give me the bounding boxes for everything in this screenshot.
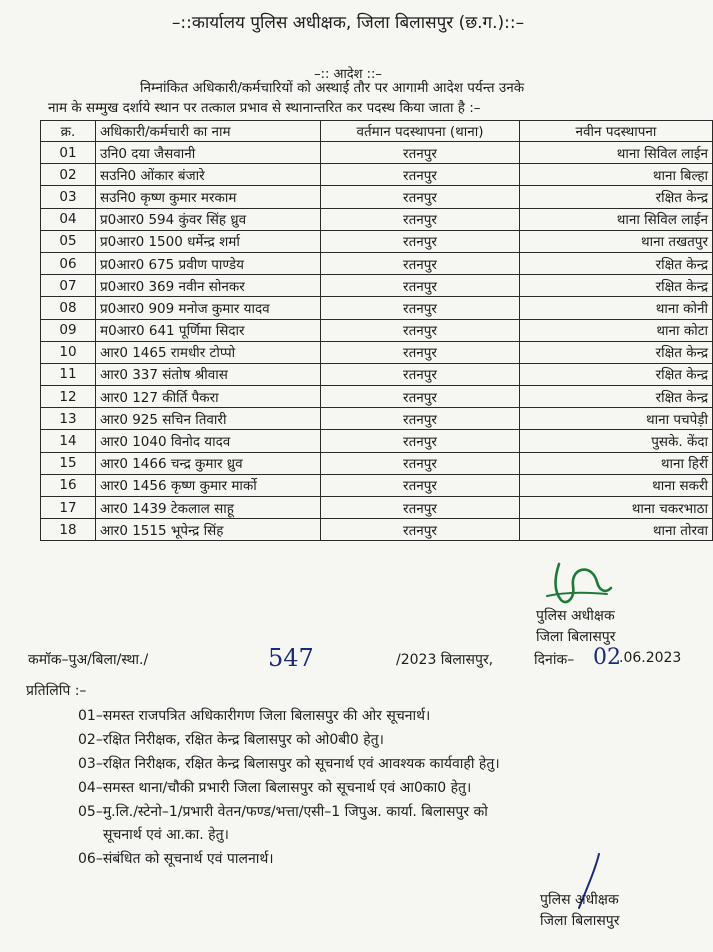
intro-line-1: निम्नांकित अधिकारी/कर्मचारियों को अस्थाई तौर पर आगामी आदेश पर्यन्त उनके: [140, 80, 525, 96]
cell-current-posting: रतनपुर: [321, 164, 520, 186]
signature-designation: पुलिस अधीक्षक: [540, 892, 619, 908]
cell-current-posting: रतनपुर: [321, 452, 520, 474]
cell-new-posting: पुसके. केंदा: [520, 430, 713, 452]
cell-name: आर0 1439 टेकलाल साहू: [96, 497, 321, 519]
cell-name: आर0 925 सचिन तिवारी: [96, 408, 321, 430]
cell-new-posting: रक्षित केन्द्र: [520, 252, 713, 274]
column-header-serial: क्र.: [41, 121, 96, 142]
cell-current-posting: रतनपुर: [321, 408, 520, 430]
cell-name: आर0 127 कीर्ति पैकरा: [96, 386, 321, 408]
cell-serial: 15: [41, 452, 96, 474]
list-item: [78, 753, 678, 776]
table-row: [41, 208, 713, 230]
cell-current-posting: रतनपुर: [321, 363, 520, 385]
order-number-handwritten: 547: [268, 644, 314, 672]
cell-serial: 12: [41, 386, 96, 408]
table-row: [41, 408, 713, 430]
copy-item-continuation: सूचनार्थ एवं आ.का. हेतु।: [103, 827, 229, 843]
copy-to-label: प्रतिलिपि :–: [26, 683, 87, 699]
cell-name: आर0 1515 भूपेन्द्र सिंह: [96, 519, 321, 541]
cell-name: आर0 1466 चन्द्र कुमार ध्रुव: [96, 452, 321, 474]
copy-item-text: 03–रक्षित निरीक्षक, रक्षित केन्द्र बिलासपुर को सूचनार्थ एवं आवश्यक कार्यवाही हेतु।: [78, 756, 500, 772]
cell-name: आर0 1040 विनोद यादव: [96, 430, 321, 452]
copy-item-text: 04–समस्त थाना/चौकी प्रभारी जिला बिलासपुर को सूचनार्थ एवं आ0का0 हेतु।: [78, 780, 472, 796]
cell-name: प्र0आर0 909 मनोज कुमार यादव: [96, 297, 321, 319]
date-day-handwritten: 02: [593, 645, 621, 670]
transfer-table: [40, 120, 713, 541]
cell-name: प्र0आर0 1500 धर्मेन्द्र शर्मा: [96, 230, 321, 252]
list-item: [78, 729, 678, 752]
cell-name: प्र0आर0 594 कुंवर सिंह ध्रुव: [96, 208, 321, 230]
cell-current-posting: रतनपुर: [321, 252, 520, 274]
table-row: [41, 497, 713, 519]
column-header-new-posting: नवीन पदस्थापना: [520, 121, 713, 142]
table-row: [41, 386, 713, 408]
cell-name: आर0 1465 रामधीर टोप्पो: [96, 341, 321, 363]
cell-serial: 09: [41, 319, 96, 341]
cell-name: सउनि0 कृष्ण कुमार मरकाम: [96, 186, 321, 208]
cell-serial: 02: [41, 164, 96, 186]
cell-new-posting: थाना हिर्री: [520, 452, 713, 474]
list-item: [78, 777, 678, 800]
cell-name: म0आर0 641 पूर्णिमा सिदार: [96, 319, 321, 341]
signature-mark: [545, 558, 615, 608]
cell-serial: 16: [41, 474, 96, 496]
order-year-place: /2023 बिलासपुर,: [396, 652, 494, 668]
date-month-year: .06.2023: [619, 650, 682, 666]
table-row: [41, 341, 713, 363]
cell-new-posting: थाना सिविल लाईन: [520, 208, 713, 230]
cell-current-posting: रतनपुर: [321, 142, 520, 164]
cell-current-posting: रतनपुर: [321, 319, 520, 341]
cell-name: उनि0 दया जैसवानी: [96, 142, 321, 164]
cell-new-posting: थाना कोटा: [520, 319, 713, 341]
cell-new-posting: रक्षित केन्द्र: [520, 341, 713, 363]
table-row: [41, 275, 713, 297]
copy-to-list: [78, 705, 678, 872]
cell-new-posting: रक्षित केन्द्र: [520, 186, 713, 208]
list-item: [78, 705, 678, 728]
copy-item-text: 01–समस्त राजपत्रित अधिकारीगण जिला बिलासपुर की ओर सूचनार्थ।: [78, 708, 431, 724]
copy-item-text: 05–मु.लि./स्टेनो–1/प्रभारी वेतन/फण्ड/भत्ता/एसी–1 जिपुअ. कार्या. बिलासपुर को: [78, 804, 488, 820]
date-label: दिनांक–: [534, 652, 575, 668]
cell-current-posting: रतनपुर: [321, 230, 520, 252]
cell-current-posting: रतनपुर: [321, 341, 520, 363]
table-header-row: [41, 121, 713, 142]
column-header-name: अधिकारी/कर्मचारी का नाम: [96, 121, 321, 142]
cell-current-posting: रतनपुर: [321, 275, 520, 297]
order-heading: –:: आदेश ::–: [314, 67, 382, 82]
cell-new-posting: थाना तखतपुर: [520, 230, 713, 252]
cell-new-posting: रक्षित केन्द्र: [520, 275, 713, 297]
order-reference-line: [28, 644, 688, 674]
cell-name: प्र0आर0 369 नवीन सोनकर: [96, 275, 321, 297]
table-row: [41, 297, 713, 319]
cell-current-posting: रतनपुर: [321, 386, 520, 408]
table-row: [41, 430, 713, 452]
cell-serial: 04: [41, 208, 96, 230]
cell-serial: 01: [41, 142, 96, 164]
table-row: [41, 252, 713, 274]
cell-name: सउनि0 ओंकार बंजारे: [96, 164, 321, 186]
cell-new-posting: थाना चकरभाठा: [520, 497, 713, 519]
column-header-current-posting: वर्तमान पदस्थापना (थाना): [321, 121, 520, 142]
cell-current-posting: रतनपुर: [321, 430, 520, 452]
cell-current-posting: रतनपुर: [321, 519, 520, 541]
cell-new-posting: रक्षित केन्द्र: [520, 363, 713, 385]
signature-block-2: [540, 890, 619, 932]
cell-new-posting: थाना कोनी: [520, 297, 713, 319]
copy-item-text: 06–संबंधित को सूचनार्थ एवं पालनार्थ।: [78, 851, 274, 867]
table-row: [41, 186, 713, 208]
cell-serial: 10: [41, 341, 96, 363]
cell-serial: 11: [41, 363, 96, 385]
table-row: [41, 142, 713, 164]
cell-current-posting: रतनपुर: [321, 186, 520, 208]
cell-serial: 13: [41, 408, 96, 430]
table-row: [41, 519, 713, 541]
intro-line-2: नाम के सम्मुख दर्शाये स्थान पर तत्काल प्रभाव से स्थानान्तरित कर पदस्थ किया जाता है :–: [48, 100, 481, 116]
signature-block-1: [536, 606, 615, 648]
cell-current-posting: रतनपुर: [321, 497, 520, 519]
order-intro: [48, 78, 524, 118]
cell-serial: 08: [41, 297, 96, 319]
signature-district: जिला बिलासपुर: [536, 629, 616, 645]
cell-new-posting: थाना सिविल लाईन: [520, 142, 713, 164]
table-row: [41, 164, 713, 186]
cell-name: आर0 1456 कृष्ण कुमार मार्को: [96, 474, 321, 496]
cell-new-posting: थाना बिल्हा: [520, 164, 713, 186]
cell-current-posting: रतनपुर: [321, 208, 520, 230]
office-title: –::कार्यालय पुलिस अधीक्षक, जिला बिलासपुर (छ.ग.)::–: [171, 13, 525, 33]
list-item: [78, 801, 678, 847]
signature-designation: पुलिस अधीक्षक: [536, 608, 615, 624]
cell-current-posting: रतनपुर: [321, 297, 520, 319]
cell-serial: 05: [41, 230, 96, 252]
order-reference: कमॉक–पुअ/बिला/स्था./: [28, 652, 149, 668]
cell-name: आर0 337 संतोष श्रीवास: [96, 363, 321, 385]
cell-serial: 17: [41, 497, 96, 519]
cell-new-posting: थाना तोरवा: [520, 519, 713, 541]
cell-name: प्र0आर0 675 प्रवीण पाण्डेय: [96, 252, 321, 274]
cell-serial: 03: [41, 186, 96, 208]
cell-serial: 14: [41, 430, 96, 452]
signature-district: जिला बिलासपुर: [540, 913, 620, 929]
table-row: [41, 230, 713, 252]
cell-current-posting: रतनपुर: [321, 474, 520, 496]
cell-serial: 18: [41, 519, 96, 541]
cell-new-posting: थाना सकरी: [520, 474, 713, 496]
table-row: [41, 474, 713, 496]
copy-item-text: 02–रक्षित निरीक्षक, रक्षित केन्द्र बिलासपुर को ओ0बी0 हेतु।: [78, 732, 384, 748]
cell-serial: 07: [41, 275, 96, 297]
table-row: [41, 319, 713, 341]
table-row: [41, 452, 713, 474]
cell-serial: 06: [41, 252, 96, 274]
cell-new-posting: थाना पचपेड़ी: [520, 408, 713, 430]
table-row: [41, 363, 713, 385]
cell-new-posting: रक्षित केन्द्र: [520, 386, 713, 408]
